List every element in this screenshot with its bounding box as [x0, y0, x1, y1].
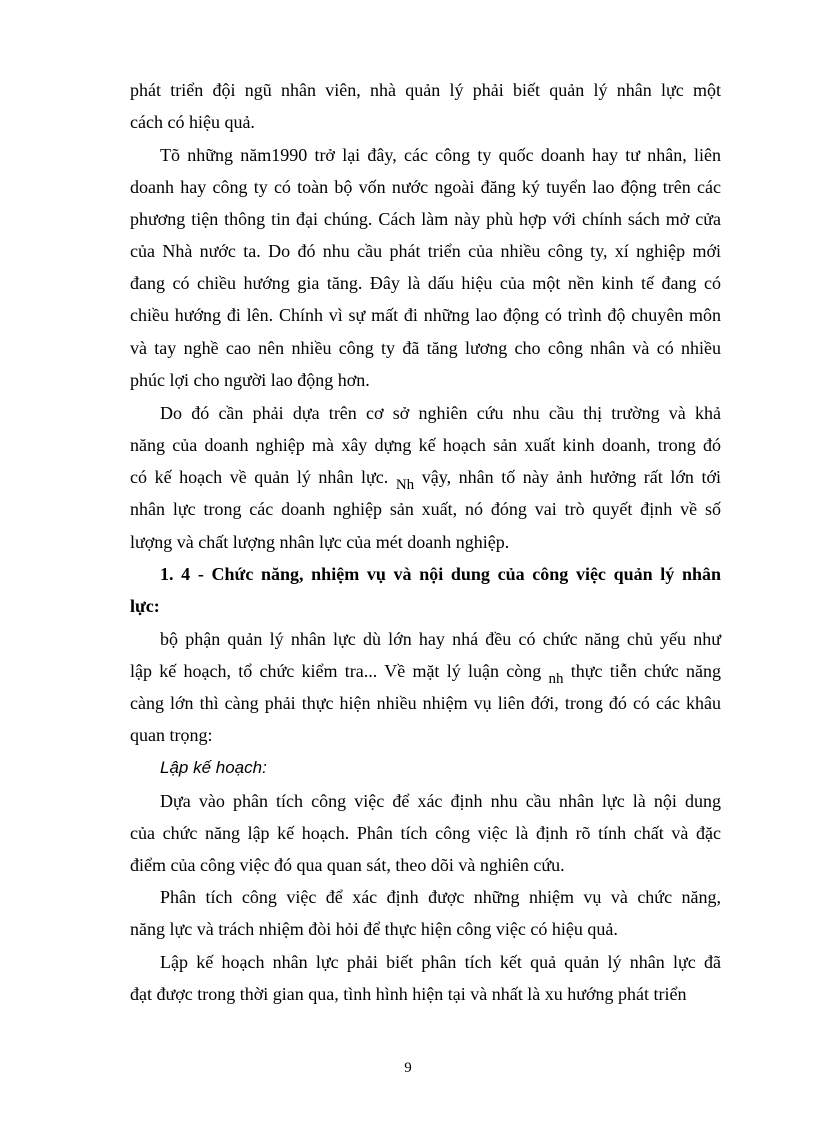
- page-number: 9: [404, 1060, 412, 1076]
- text-line: phương tiện thông tin đại chúng. Cách làm này phù hợp với chính sách mở cửa: [130, 209, 721, 229]
- text-line: và tay nghề cao nên nhiều công ty đã tăng lương cho công nhân và có nhiều: [130, 338, 721, 358]
- text-line: chiều hướng đi lên. Chính vì sự mất đi những lao động có trình độ chuyên môn: [130, 305, 721, 325]
- section-heading-continuation: lực:: [130, 596, 160, 616]
- text-line: bộ phận quản lý nhân lực dù lớn hay nhá đều có chức năng chủ yếu như: [160, 629, 721, 649]
- text-line: doanh hay công ty có toàn bộ vốn nước ngoài đăng ký tuyển lao động trên các: [130, 177, 721, 197]
- text-line: nhân lực trong các doanh nghiệp sản xuất, nó đóng vai trò quyết định về số: [130, 499, 721, 519]
- text-line: Lập kế hoạch nhân lực phải biết phân tích kết quả quản lý nhân lực đã: [160, 952, 721, 972]
- text-line: Dựa vào phân tích công việc để xác định nhu cầu nhân lực là nội dung: [160, 791, 721, 811]
- text-line-with-subscript: [130, 466, 721, 493]
- text-line: Phân tích công việc để xác định được những nhiệm vụ và chức năng,: [160, 887, 721, 907]
- text-line: cách có hiệu quả.: [130, 112, 255, 132]
- text-line: năng của doanh nghiệp mà xây dựng kế hoạch sản xuất kinh doanh, trong đó: [130, 435, 721, 455]
- subscript-fragment: Nh: [395, 477, 415, 493]
- text-fragment: lập kế hoạch, tổ chức kiểm tra... Về mặt lý luận còng: [130, 661, 549, 681]
- text-line: điểm của công việc đó qua quan sát, theo dõi và nghiên cứu.: [130, 855, 565, 875]
- text-line: càng lớn thì càng phải thực hiện nhiều nhiệm vụ liên đới, trong đó có các khâu: [130, 693, 721, 713]
- text-line: phúc lợi cho người lao động hơn.: [130, 370, 370, 390]
- text-line-with-subscript: [130, 660, 721, 687]
- text-line: đạt được trong thời gian qua, tình hình hiện tại và nhất là xu hướng phát triển: [130, 984, 687, 1004]
- section-heading: 1. 4 - Chức năng, nhiệm vụ và nội dung của công việc quản lý nhân: [160, 564, 721, 584]
- text-fragment: vậy, nhân tố này ảnh hưởng rất lớn tới: [414, 467, 721, 487]
- text-line: quan trọng:: [130, 725, 213, 745]
- text-fragment: có kế hoạch về quản lý nhân lực.: [130, 467, 396, 487]
- text-line: của chức năng lập kế hoạch. Phân tích công việc là định rõ tính chất và đặc: [130, 823, 721, 843]
- text-line: Do đó cần phải dựa trên cơ sở nghiên cứu nhu cầu thị trường và khả: [160, 403, 721, 423]
- text-fragment: thực tiễn chức năng: [563, 661, 721, 681]
- text-line: đang có chiều hướng gia tăng. Đây là dấu hiệu của một nền kinh tế đang có: [130, 273, 721, 293]
- text-line: lượng và chất lượng nhân lực của mét doanh nghiệp.: [130, 532, 510, 552]
- subheading-italic: Lập kế hoạch:: [160, 758, 267, 777]
- text-line: phát triển đội ngũ nhân viên, nhà quản lý phải biết quản lý nhân lực một: [130, 80, 721, 100]
- subscript-fragment: nh: [548, 671, 564, 687]
- text-line: của Nhà nước ta. Do đó nhu cầu phát triển của nhiều công ty, xí nghiệp mới: [130, 241, 721, 261]
- text-line: Tõ những năm1990 trở lại đây, các công ty quốc doanh hay tư nhân, liên: [160, 145, 721, 165]
- text-line: năng lực và trách nhiệm đòi hỏi để thực hiện công việc có hiệu quả.: [130, 919, 618, 939]
